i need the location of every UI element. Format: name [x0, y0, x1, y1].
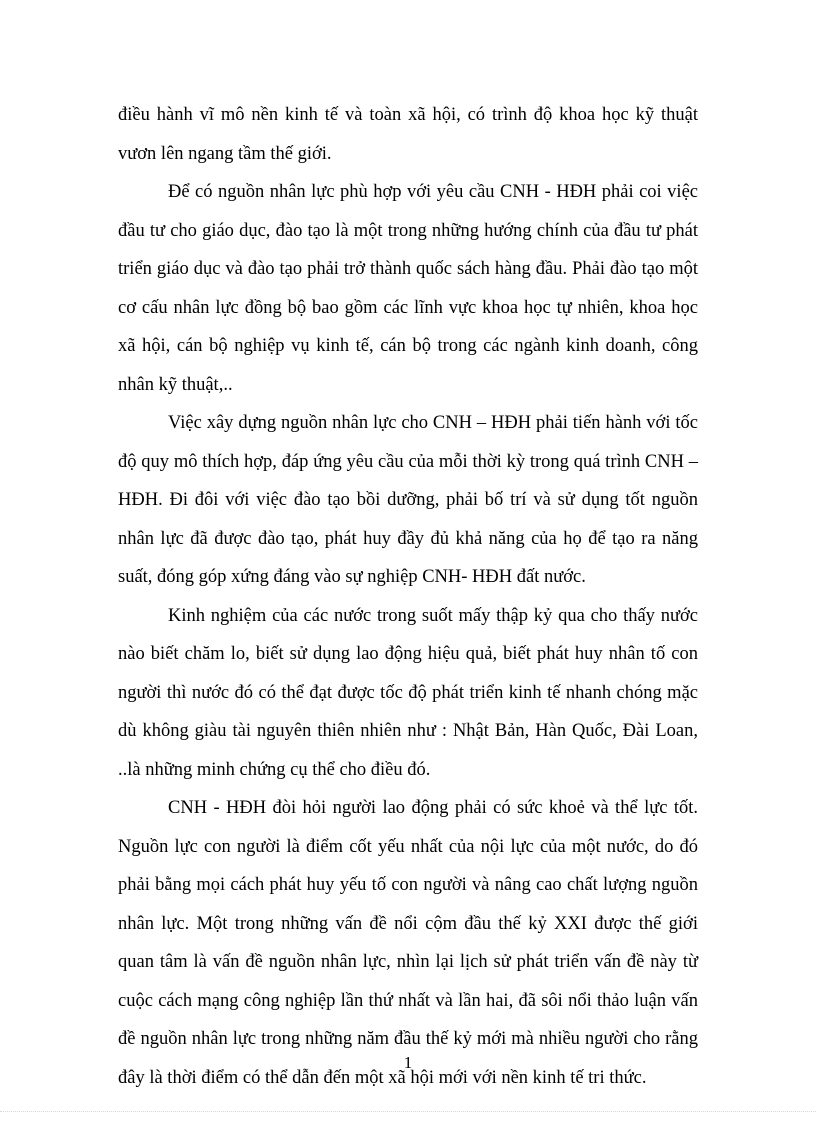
paragraph-3: Việc xây dựng nguồn nhân lực cho CNH – HĐH phải tiến hành với tốc độ quy mô thích hợp, đáp ứng yêu cầu của mỗi thời kỳ trong quá trình CNH – HĐH. Đi đôi với việc đào tạo bồi dưỡng, phải bố trí và sử dụng tốt nguồn nhân lực đã được đào tạo, phát huy đầy đủ khả năng của họ để tạo ra năng suất, đóng góp xứng đáng vào sự nghiệp CNH- HĐH đất nước.	[118, 413, 698, 587]
paragraph-4: Kinh nghiệm của các nước trong suốt mấy thập kỷ qua cho thấy nước nào biết chăm lo, biết sử dụng lao động hiệu quả, biết phát huy nhân tố con người thì nước đó có thể đạt được tốc độ phát triển kinh tế nhanh chóng mặc dù không giàu tài nguyên thiên nhiên như : Nhật Bản, Hàn Quốc, Đài Loan, ..là những minh chứng cụ thể cho điều đó.	[118, 605, 698, 780]
paragraph-1: điều hành vĩ mô nền kinh tế và toàn xã hội, có trình độ khoa học kỹ thuật vươn lên ngang tầm thế giới.	[118, 105, 698, 164]
paragraph-5: CNH - HĐH đòi hỏi người lao động phải có sức khoẻ và thể lực tốt. Nguồn lực con người là điểm cốt yếu nhất của nội lực của một nước, do đó phải bằng mọi cách phát huy yếu tố con người và nâng cao chất lượng nguồn nhân lực. Một trong những vấn đề nổi cộm đầu thế kỷ XXI được thế giới quan tâm là vấn đề nguồn nhân lực, nhìn lại lịch sử phát triển vấn đề này từ cuộc cách mạng công nghiệp lần thứ nhất và lần hai, đã sôi nổi thảo luận vấn đề nguồn nhân lực trong những năm đầu thế kỷ mới mà nhiều người cho rằng đây là thời điểm có thể dẫn đến một xã hội mới với nền kinh tế tri thức.	[118, 798, 698, 1088]
paragraph-2: Để có nguồn nhân lực phù hợp với yêu cầu CNH - HĐH phải coi việc đầu tư cho giáo dục, đào tạo là một trong những hướng chính của đầu tư phát triển giáo dục và đào tạo phải trở thành quốc sách hàng đầu. Phải đào tạo một cơ cấu nhân lực đồng bộ bao gồm các lĩnh vực khoa học tự nhiên, khoa học xã hội, cán bộ nghiệp vụ kinh tế, cán bộ trong các ngành kinh doanh, công nhân kỹ thuật,..	[118, 182, 698, 395]
document-body	[118, 96, 698, 1097]
page-bottom-divider	[0, 1111, 816, 1112]
page-number: 1	[403, 1053, 413, 1072]
